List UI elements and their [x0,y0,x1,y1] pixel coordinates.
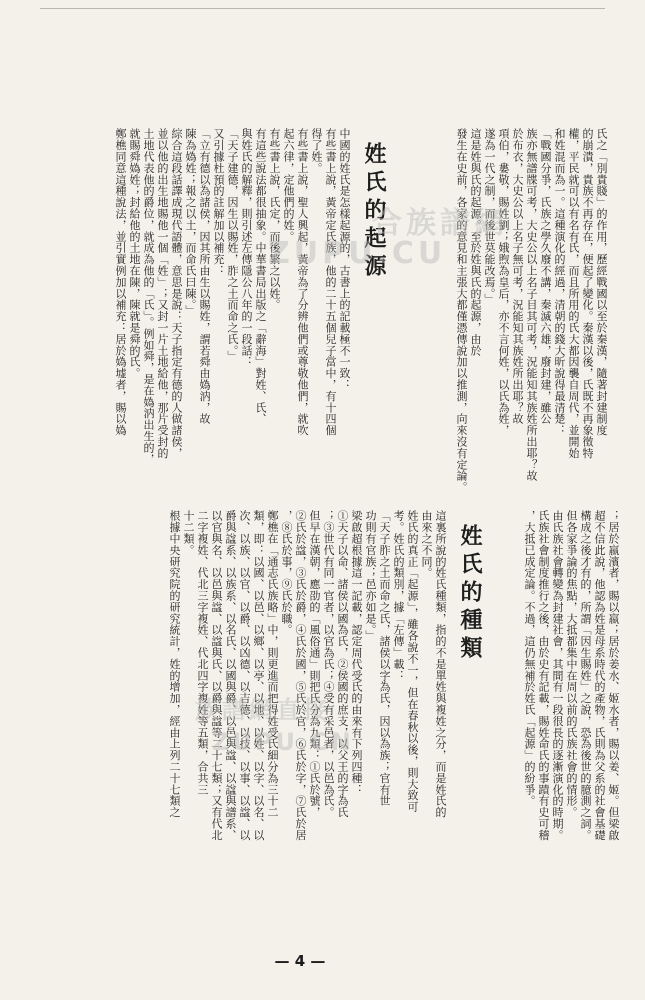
text-column: 但早在漢朝，應劭的「風俗通」則把氏分為九類：①氏於號， [308,510,321,818]
text-column: 遂為一代之制，而後世莫能改焉。」 [483,128,496,305]
text-column: 得了姓。 [310,128,323,174]
text-column: 十二類。 [182,510,195,556]
text-column: 「立有德以為諸侯，因其所由生以賜姓，謂若舜由媯汭，故 [198,128,211,425]
watermark-text-1: 合族譜網 [372,206,508,241]
watermark-text-3: 族譜網直接 [195,696,330,724]
text-column: 和姓混而為一。這種演化的經過，清朝的錢大昕說得最清楚： [553,128,566,436]
top-rule [40,8,605,9]
text-column: ；居於嬴濱者，賜以嬴；居於姜水、姬水者，賜以姜、姬。但梁啟 [607,510,620,841]
text-column: 於布衣，大史公以上名子無可考，況能知其族姓所出耶？故 [511,128,524,425]
text-column: 爵與諡系、以族系、以名氏、以國與爵、以邑與諡、以諡與譜系、 [224,510,237,841]
text-column: 有些書上說，氏定，而後繁之以姓。 [268,128,281,311]
text-column: 鄭樵同意這種說法，並引實例加以補充：居於媯墟者，賜以媯 [114,128,127,436]
lower-right-text-block [498,510,620,920]
text-column: 由來之不同。 [420,510,433,579]
text-column: 族亦無譜牒可考，大史公以上名子目其可考，況能知其族姓所出耶？故 [525,128,538,482]
watermark-text-2: ZUPU.CU [268,236,447,271]
text-column: 梁啟超根據這一記載，認定周代受氏的由來有下列四種： [350,510,363,795]
watermark-text-4: ZUPU.CN [212,728,354,756]
section-title: 姓氏的起源 [361,142,387,282]
text-column: 這是姓與氏的起源。至於姓與氏的起源，由於 [469,128,482,356]
types-section [20,510,490,920]
text-column: 考。姓氏的類別，據「左傳」載： [392,510,405,681]
text-column: ②氏於諡，③氏於爵，④氏於國，⑤氏於官，⑥氏於字，⑦氏於居 [294,510,307,841]
text-column: 這裏所說的姓氏種類，指的不是單姓與複姓之分，而是姓氏的 [434,510,447,818]
text-column: 氏之「別貴賤」的作用，歷經戰國以至於秦漢，隨著封建制度 [595,128,608,436]
section-title: 姓氏的種類 [457,524,483,664]
text-column: 根據中央研究院的研究統計，姓的增加，經由上列二十七類之 [168,510,181,818]
text-column: 姓氏的真正「起源」，雖各說不一，但在春秋以後，則大致可 [406,510,419,813]
text-column: 綜合這段話譯成現代語體，意思是說：天子指定有德的人做諸侯， [170,128,183,459]
text-column: 並以他的出生地賜他一個「姓」；又封一片土地給他，那片受封的 [156,128,169,459]
text-column: 又引據杜預的註解加以補充： [212,128,225,277]
text-column: 發生在史前，各家的意見和主張大都僅憑傳說加以推測，向來沒有定論。 [455,128,468,493]
text-column: 陳為媯姓；報之以土，而命氏曰陳。」 [184,128,197,317]
text-column: 「天子胙之土而命之氏，諸侯以字為氏，因以為族；官有世 [378,510,391,807]
text-column: 由氏族社會轉變為封建社會，其間有一段很長的逐漸演化的時期。 [551,510,564,841]
origin-section [20,128,394,493]
text-column: 以官與名、以邑與諡、以諡與氏、以爵與諡等二十七類；又有代北 [210,510,223,841]
page-number: — 4 — [274,952,326,970]
text-column: 的崩潰，貴族不再存在，便起了變化。秦漢以後，氏既不再象徵特 [581,128,594,459]
text-column: 權，平民就可以有名有氏，而且所用的氏大都因襲自周代，並開始 [567,128,580,459]
text-column: 有些書上說，黃帝定氏族，他的二十五個兒子當中，有十四個 [324,128,337,436]
text-column: 鄭樵在「通志氏族略」中，則更進而把得姓受氏細分為三十二 [266,510,279,818]
text-column: 二字複姓、代北三字複姓、代北四字複姓等五類，合共三 [196,510,209,795]
text-column: 中國的姓氏是怎樣起源的，古書上的記載極不一致： [338,128,351,391]
text-column: ①天子以命、諸侯以國為氏，②侯國的庶支，以父王的字為氏 [336,510,349,818]
text-column: 功則有官族；邑亦如是。」 [364,510,377,642]
text-column: 有這些說法都很抽象。中華書局出版之「辭海」對姓、氏、 [254,128,267,425]
upper-right-text-block [408,128,608,493]
text-column: 但各家爭論的焦點，大抵都集中在周以前的氏族社會的情形。 [565,510,578,818]
text-column: 構成之後才有的，所謂「因生賜姓」之說，恐為後世的臆測之詞。 [579,510,592,841]
text-column: ；③世代有同一官者，以官為氏；④受有采邑者，以邑為氏。 [322,510,335,818]
text-column: 「天子建德，因生以賜姓，胙之土而命之氏。」 [226,128,239,362]
text-column: 土地代表他的爵位，就成為他的「氏」。例如舜，是在媯汭出生的， [142,128,155,465]
text-column: 有些書上說，聖人興起，黃帝為了分辨他們或尊敬他們，就吹 [296,128,309,436]
text-column: ，大抵已成定論。不過，這仍無補於姓氏「起源」的紛爭。 [523,510,536,807]
text-column: 氏族社會制度推行之後，由於史有記載，賜姓命氏的事蹟有史可稽 [537,510,550,841]
text-column: 起六律，定他們的姓。 [282,128,295,242]
text-column: 次、以族、以官、以爵、以凶德、以吉德、以技、以事、以諡、以 [238,510,251,841]
text-column: ，⑧氏於事，⑨氏於職。 [280,510,293,636]
text-column: 「戰國分爭，氏族之學久廢不講，秦滅六雄，廢封建，雖公 [539,128,552,425]
text-column: 就賜舜媯姓；封給他的土地在陳，陳就是舜的氏。 [128,128,141,379]
text-column: 與姓氏的解釋，則引述左傳隱公八年的一段話： [240,128,253,368]
text-column: 項伯，婁敬，賜姓劉；娥煦為皇后，亦不言何姓，以氏為姓， [497,128,510,436]
text-column: 超不信此說，他認為姓是母系時代的產物，氏則為父系的社會基礎 [593,510,606,841]
text-column: 類，即：以國、以邑、以鄉、以亭、以地、以姓、以字、以名、以 [252,510,265,841]
